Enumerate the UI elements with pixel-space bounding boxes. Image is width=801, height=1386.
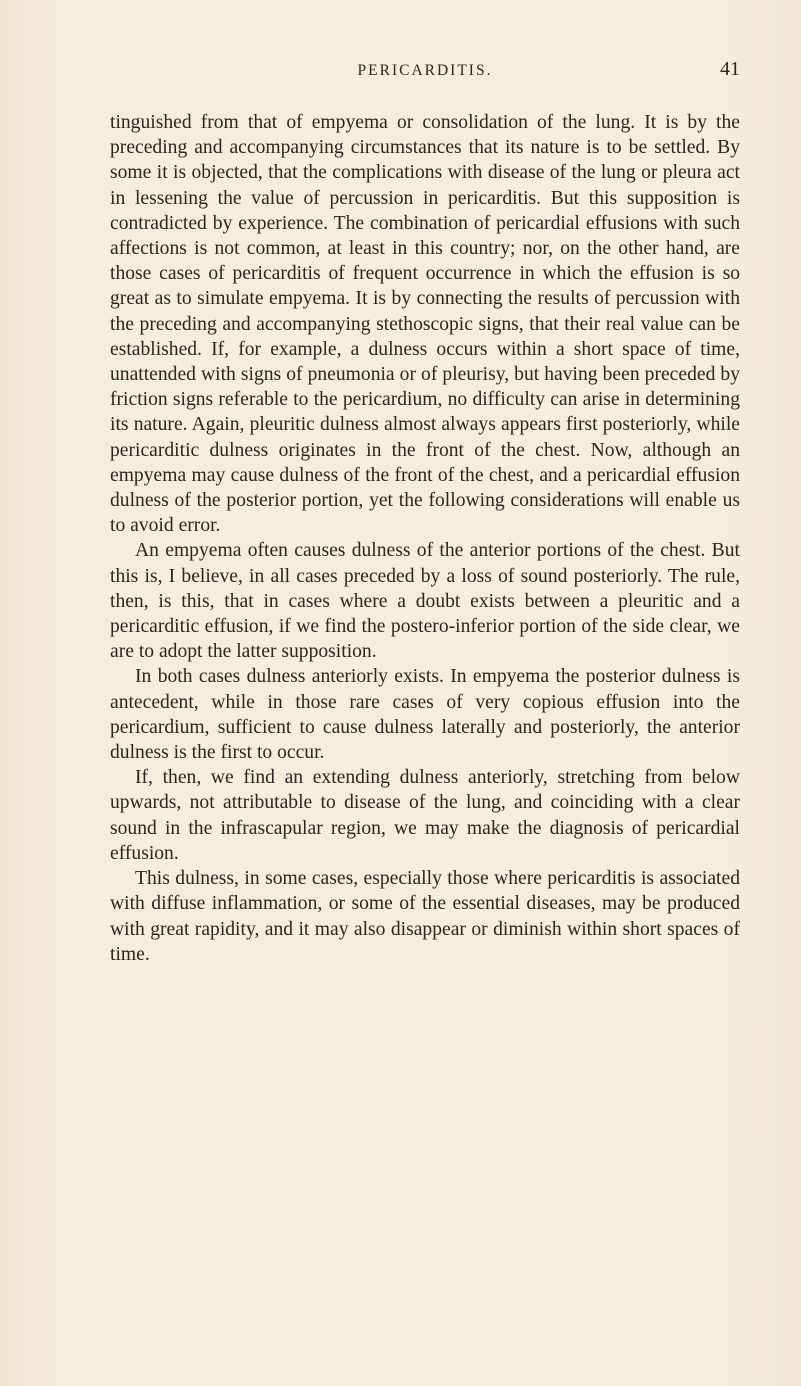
paragraph-2: An empyema often causes dulness of the anterior portions of the chest. But this is, I believe, in all cases preceded by a loss of sound posteriorly. The rule, then, is this, that in cases where a doubt exists between a pleuritic and a pericarditic effusion, if we find the postero-inferior portion of the side clear, we are to adopt the latter supposition.	[110, 540, 740, 663]
paragraph-1: tinguished from that of empyema or consolidation of the lung. It is by the preceding and accompanying circumstances that its nature is to be settled. By some it is objected, that the complications with disease of the lung or pleura act in lessening the value of percussion in pericarditis. But this supposition is contradicted by experience. The combination of pericardial effusions with such affections is not common, at least in this country; nor, on the other hand, are those cases of pericarditis of frequent occurrence in which the effusion is so great as to simulate empyema. It is by connecting the results of percussion with the preceding and accompanying stethoscopic signs, that their real value can be established. If, for example, a dulness occurs within a short space of time, unattended with signs of pneumonia or of pleurisy, but having been preceded by friction signs referable to the pericardium, no difficulty can arise in determining its nature. Again, pleuritic dulness almost always appears first posteriorly, while pericarditic dulness originates in the front of the chest. Now, although an empyema may cause dulness of the front of the chest, and a pericardial effusion dulness of the posterior portion, yet the following considerations will enable us to avoid error.	[110, 112, 740, 537]
paragraph-5: This dulness, in some cases, especially those where pericarditis is associated with diffuse inflammation, or some of the essential diseases, may be produced with great rapidity, and it may also disappear or diminish within short spaces of time.	[110, 868, 740, 965]
paragraph-3: In both cases dulness anteriorly exists. In empyema the posterior dulness is antecedent, while in those rare cases of very copious effusion into the pericardium, sufficient to cause dulness laterally and posteriorly, the anterior dulness is the first to occur.	[110, 666, 740, 764]
page-number: 41	[720, 58, 740, 80]
paragraph-4: If, then, we find an extending dulness anteriorly, stretching from below upwards, not attributable to disease of the lung, and coinciding with a clear sound in the infrascapular region, we may make the diagnosis of pericardial effusion.	[110, 767, 740, 864]
body-text	[110, 110, 740, 967]
running-head: PERICARDITIS.	[357, 62, 493, 79]
page-header	[110, 58, 740, 84]
